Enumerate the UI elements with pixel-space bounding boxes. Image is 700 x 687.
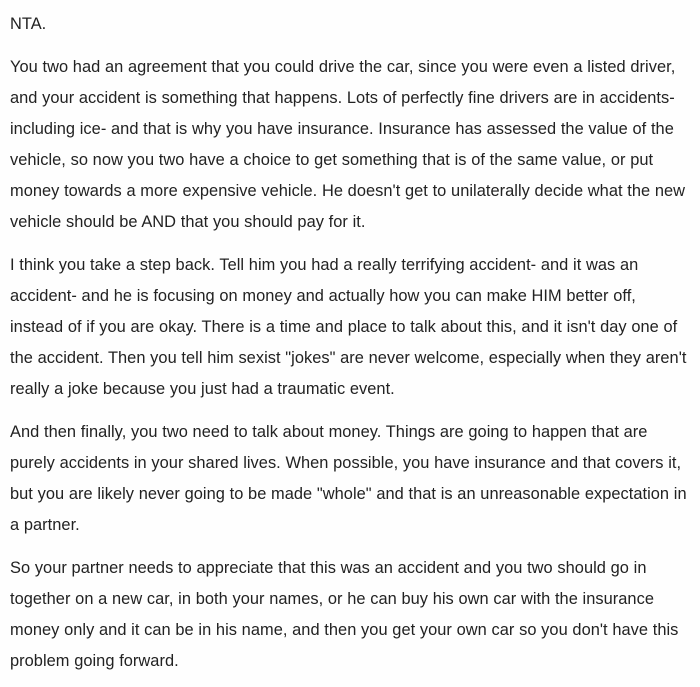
paragraph-step-back: I think you take a step back. Tell him you had a really terrifying accident- and it was an accident- and he is focusing on money and actually how you can make HIM better off, instead of if you are okay. There is a time and place to talk about this, and it isn't day one of the accident. Then you tell him sexist "jokes" are never welcome, especially when they aren't really a joke because you just had a traumatic event. xyxy=(10,256,687,398)
paragraph-agreement: You two had an agreement that you could drive the car, since you were even a listed driver, and your accident is something that happens. Lots of perfectly fine drivers are in accidents- including ice- and that is why you have insurance. Insurance has assessed the value of the vehicle, so now you two have a choice to get something that is of the same value, or put money towards a more expensive vehicle. He doesn't get to unilaterally decide what the new vehicle should be AND that you should pay for it. xyxy=(10,58,686,231)
paragraph-money-talk: And then finally, you two need to talk about money. Things are going to happen that are purely accidents in your shared lives. When possible, you have insurance and that covers it, but you are likely never going to be made "whole" and that is an unreasonable expectation in a partner. xyxy=(10,423,687,534)
paragraph-conclusion: So your partner needs to appreciate that this was an accident and you two should go in together on a new car, in both your names, or he can buy his own car with the insurance money only and it can be in his name, and then you get your own car so you don't have this problem going forward. xyxy=(10,559,679,670)
paragraph-verdict: NTA. xyxy=(10,15,47,33)
